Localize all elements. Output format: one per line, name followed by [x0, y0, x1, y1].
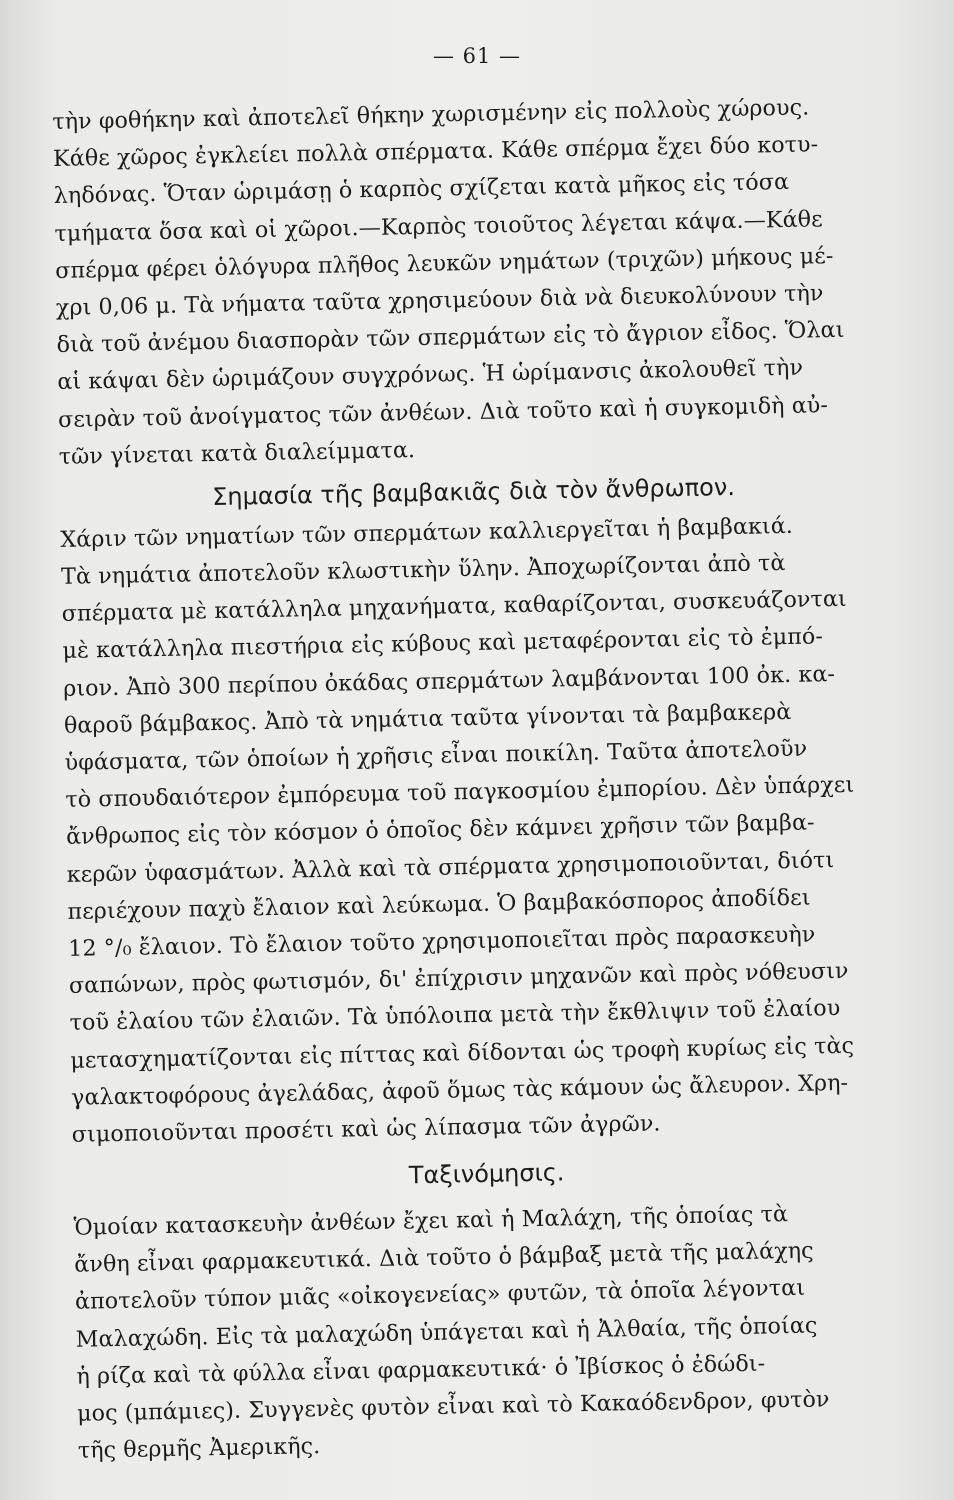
page-number: — 61 —	[432, 44, 522, 68]
text-line: ἡ ρίζα καὶ τὰ φύλλα εἶναι φαρμακευτικά· ὁ Ἰβίσκος ὁ ἐδώδι-	[76, 1350, 766, 1390]
text-line: χρι 0,06 μ. Τὰ νήματα ταῦτα χρησιμεύουν διὰ νὰ διευκολύνουν τὴν	[55, 280, 824, 321]
text-line: κερῶν ὑφασμάτων. Ἀλλὰ καὶ τὰ σπέρματα χρησιμοποιοῦνται, διότι	[66, 846, 835, 888]
paragraph-classification	[73, 1194, 906, 1470]
paragraph-importance	[60, 506, 900, 1154]
text-line: ἄνθρωπος εἰς τὸν κόσμον ὁ ὁποῖος δὲν κάμνει χρῆσιν τῶν βαμβα-	[65, 809, 815, 851]
text-line: 12 °/₀ ἔλαιον. Τὸ ἔλαιον τοῦτο χρησιμοποιεῖται πρὸς παρασκευὴν	[67, 921, 816, 962]
paragraph-cotton-fruit	[52, 88, 887, 476]
text-line: ἀποτελοῦν τύπον μιᾶς «οἰκογενείας» φυτῶν, τὰ ὁποῖα λέγονται	[74, 1275, 806, 1316]
text-line: μετασχηματίζονται εἰς πίττας καὶ δίδονται ὡς τροφὴ κυρίως εἰς τὰς	[70, 1032, 855, 1074]
text-line: τῶν γίνεται κατὰ διαλείμματα.	[58, 436, 416, 470]
text-line: θαροῦ βάμβακος. Ἀπὸ τὰ νημάτια ταῦτα γίνονται τὰ βαμβακερὰ	[63, 698, 792, 739]
text-line: σπέρματα μὲ κατάλληλα μηχανήματα, καθαρίζονται, συσκευάζονται	[61, 586, 847, 628]
text-line: σιμοποιοῦνται προσέτι καὶ ὡς λίπασμα τῶν ἀγρῶν.	[71, 1110, 661, 1148]
text-line: τὸ σπουδαιότερον ἐμπόρευμα τοῦ παγκοσμίου ἐμπορίου. Δὲν ὑπάρχει	[65, 771, 855, 814]
text-line: Κάθε χῶρος ἐγκλείει πολλὰ σπέρματα. Κάθε σπέρμα ἔχει δύο κοτυ-	[52, 131, 819, 173]
text-line: Μαλαχώδη. Εἰς τὰ μαλαχώδη ὑπάγεται καὶ ἡ Ἀλθαία, τῆς ὁποίας	[75, 1312, 818, 1353]
text-line: Ὁμοίαν κατασκευὴν ἀνθέων ἔχει καὶ ἡ Μαλάχη, τῆς ὁποίας τὰ	[73, 1201, 789, 1241]
text-line: τμήματα ὅσα καὶ οἱ χῶροι.—Καρπὸς τοιοῦτος λέγεται κάψα.—Κάθε	[54, 205, 823, 247]
text-line: αἱ κάψαι δὲν ὡριμάζουν συγχρόνως. Ἡ ὡρίμανσις ἀκολουθεῖ τὴν	[57, 354, 804, 396]
text-line: ριον. Ἀπὸ 300 περίπου ὀκάδας σπερμάτων λαμβάνονται 100 ὀκ. κα-	[62, 660, 836, 702]
section-heading-importance: Σημασία τῆς βαμβακιᾶς διὰ τὸν ἄνθρωπον.	[211, 472, 736, 511]
text-line: ἄνθη εἶναι φαρμακευτικά. Διὰ τοῦτο ὁ βάμβαξ μετὰ τῆς μαλάχης	[74, 1237, 814, 1279]
text-line: μὲ κατάλληλα πιεστήρια εἰς κύβους καὶ μεταφέρονται εἰς τὸ ἐμπό-	[62, 623, 824, 665]
text-line: περιέχουν παχὺ ἔλαιον καὶ λεύκωμα. Ὁ βαμβακόσπορος ἀποδίδει	[67, 884, 811, 925]
text-line: τοῦ ἐλαίου τῶν ἐλαιῶν. Τὰ ὑπόλοιπα μετὰ τὴν ἔκθλιψιν τοῦ ἐλαίου	[69, 995, 841, 1037]
text-line: σπέρμα φέρει ὁλόγυρα πλῆθος λευκῶν νημάτων (τριχῶν) μήκους μέ-	[54, 242, 834, 284]
page-body	[52, 88, 906, 1470]
text-line: τὴν φοθήκην καὶ ἀποτελεῖ θήκην χωρισμένην εἰς πολλοὺς χώρους.	[52, 94, 810, 135]
section-heading-classification: Ταξινόμησις.	[408, 1158, 565, 1190]
text-line: ληδόνας. Ὅταν ὡριμάσῃ ὁ καρπὸς σχίζεται κατὰ μῆκος εἰς τόσα	[53, 169, 790, 210]
text-line: σειρὰν τοῦ ἀνοίγματος τῶν ἀνθέων. Διὰ τοῦτο καὶ ἡ συγκομιδὴ αὐ-	[57, 391, 829, 433]
text-line: Τὰ νημάτια ἀποτελοῦν κλωστικὴν ὕλην. Ἀποχωρίζονται ἀπὸ τὰ	[60, 550, 786, 590]
text-line: Χάριν τῶν νηματίων τῶν σπερμάτων καλλιεργεῖται ἡ βαμβακιά.	[60, 512, 794, 553]
text-line: μος (μπάμιες). Συγγενὲς φυτὸν εἶναι καὶ τὸ Κακαόδενδρον, φυτὸν	[76, 1386, 830, 1427]
text-line: τῆς θερμῆς Ἀμερικῆς.	[77, 1433, 321, 1464]
text-line: ὑφάσματα, τῶν ὁποίων ἡ χρῆσις εἶναι ποικίλη. Ταῦτα ἀποτελοῦν	[64, 735, 808, 776]
text-line: σαπώνων, πρὸς φωτισμόν, δι' ἐπίχρισιν μηχανῶν καὶ πρὸς νόθευσιν	[68, 957, 849, 999]
text-line: διὰ τοῦ ἀνέμου διασπορὰν τῶν σπερμάτων εἰς τὸ ἄγριον εἶδος. Ὅλαι	[56, 316, 845, 359]
text-line: γαλακτοφόρους ἀγελάδας, ἀφοῦ ὅμως τὰς κάμουν ὡς ἄλευρον. Χρη-	[70, 1069, 849, 1111]
